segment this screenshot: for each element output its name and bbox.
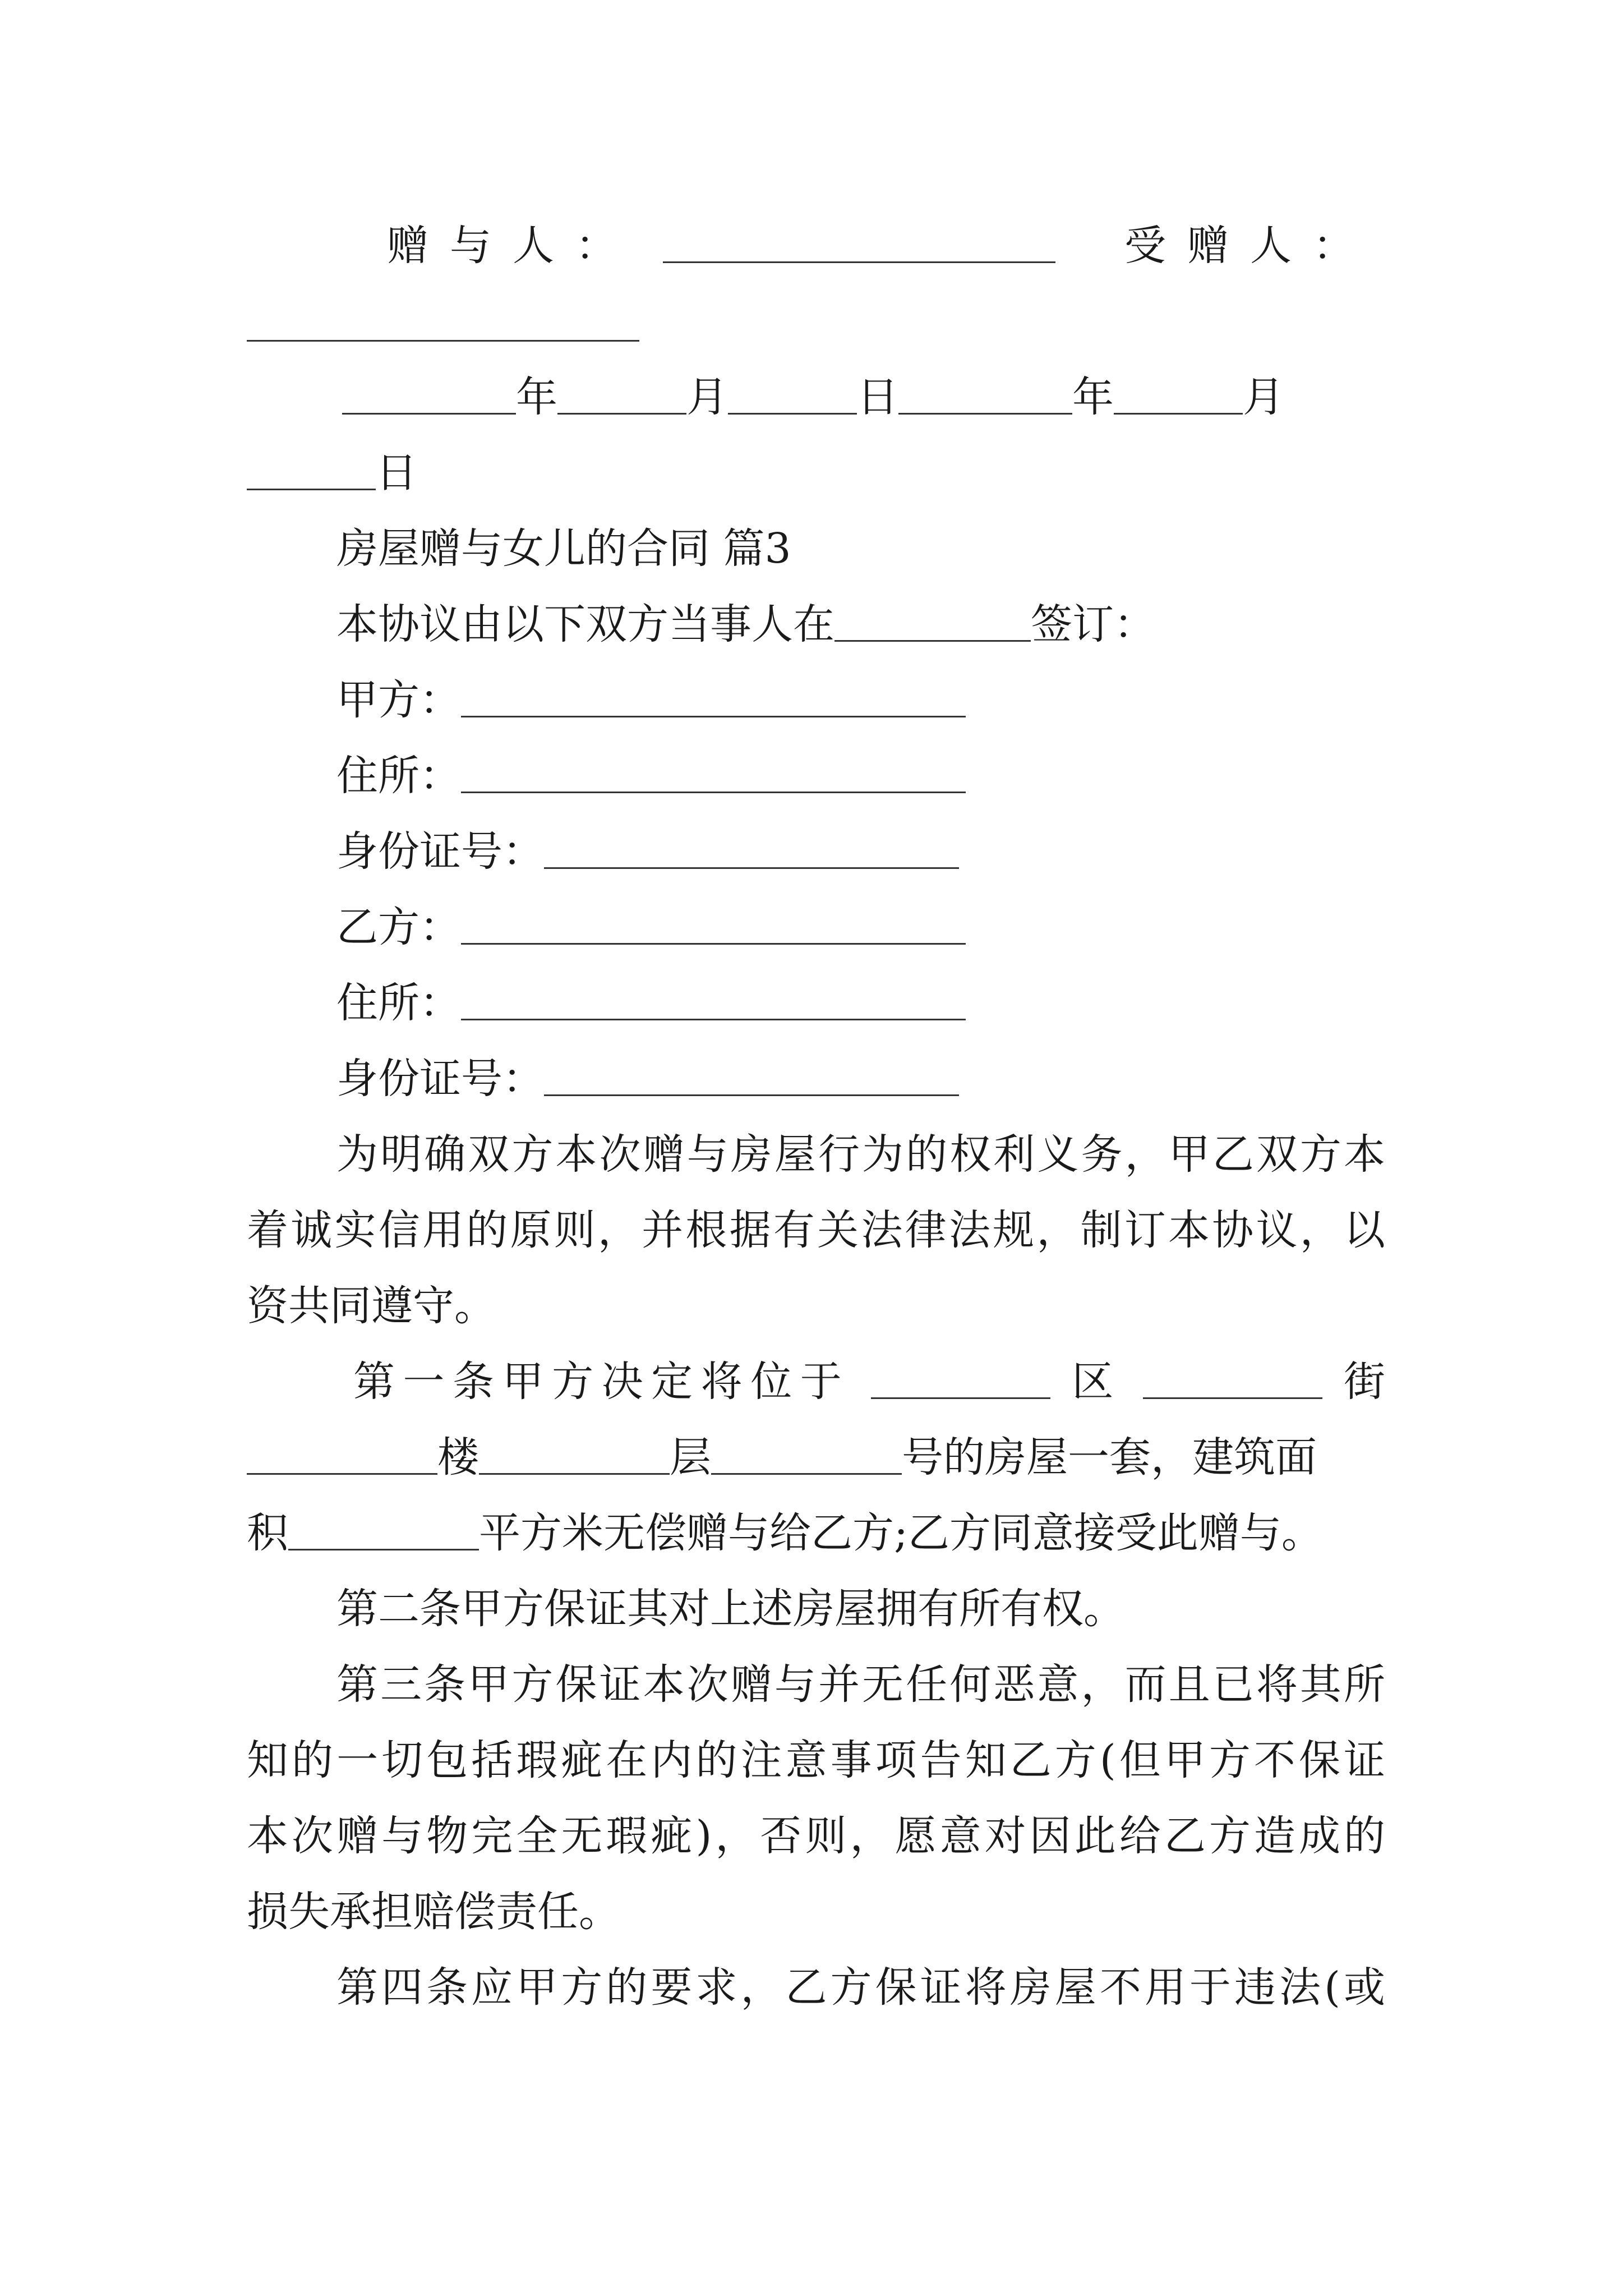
donee-day-blank[interactable] — [247, 447, 376, 490]
party-a-blank[interactable] — [461, 674, 966, 717]
party-a-line — [336, 662, 1385, 738]
article-1-line-3 — [247, 1495, 1385, 1571]
signature-line — [387, 208, 1396, 284]
area-label: 积 — [247, 1509, 288, 1557]
street-label: 街 — [1344, 1358, 1386, 1406]
article-1-line-2 — [247, 1419, 1385, 1496]
floor-label: 层 — [670, 1433, 711, 1481]
article-4-line-1: 第四条应甲方的要求，乙方保证将房屋不用于违法(或 — [336, 1963, 1385, 2012]
street-blank[interactable] — [1143, 1356, 1322, 1399]
party-a-id-label: 身份证号： — [336, 827, 544, 876]
signing-place-blank[interactable] — [834, 599, 1031, 642]
party-b-address-line — [336, 965, 1385, 1041]
building-label: 楼 — [437, 1433, 479, 1481]
building-blank[interactable] — [247, 1432, 437, 1475]
party-b-id-label: 身份证号： — [336, 1055, 544, 1103]
donor-year-blank[interactable] — [342, 371, 516, 415]
party-b-id-blank[interactable] — [544, 1053, 959, 1096]
month-label: 月 — [686, 373, 728, 421]
year-label: 年 — [516, 373, 557, 421]
party-b-address-blank[interactable] — [461, 977, 966, 1020]
area-blank[interactable] — [288, 1507, 479, 1550]
donee-blank[interactable] — [247, 298, 639, 342]
article-3-line-1: 第三条甲方保证本次赠与并无任何恶意，而且已将其所 — [336, 1660, 1385, 1709]
article-3-line-2: 知的一切包括瑕疵在内的注意事项告知乙方(但甲方不保证 — [247, 1736, 1385, 1784]
party-a-id-blank[interactable] — [544, 826, 959, 869]
party-b-label: 乙方： — [336, 903, 461, 951]
article-3-line-3: 本次赠与物完全无瑕疵)，否则，愿意对因此给乙方造成的 — [247, 1812, 1385, 1860]
preamble-line-3: 资共同遵守。 — [247, 1282, 496, 1330]
party-a-address-line — [336, 738, 1385, 814]
donee-blank-line — [247, 286, 1385, 362]
party-a-id-line — [336, 813, 1385, 890]
intro-text-end: 签订： — [1031, 600, 1155, 648]
year-label-2: 年 — [1072, 373, 1114, 421]
number-blank[interactable] — [711, 1432, 902, 1475]
day-label: 日 — [857, 373, 898, 421]
donee-year-blank[interactable] — [898, 371, 1072, 415]
date-line — [342, 359, 1385, 435]
preamble-line-1: 为明确双方本次赠与房屋行为的权利义务，甲乙双方本 — [336, 1130, 1385, 1179]
intro-line — [336, 586, 1385, 662]
article-1-line-1 — [353, 1343, 1385, 1420]
article-1-text: 第一条甲方决定将位于 — [353, 1358, 850, 1406]
party-b-blank[interactable] — [461, 901, 966, 945]
article-1-rest: 平方米无偿赠与给乙方;乙方同意接受此赠与。 — [479, 1509, 1323, 1557]
month-label-2: 月 — [1243, 373, 1284, 421]
party-a-address-blank[interactable] — [461, 750, 966, 793]
article-2: 第二条甲方保证其对上述房屋拥有所有权。 — [336, 1585, 1125, 1633]
district-label: 区 — [1072, 1358, 1122, 1406]
party-b-address-label: 住所： — [336, 979, 461, 1027]
number-text: 号的房屋一套，建筑面 — [902, 1433, 1317, 1481]
preamble-line-2: 着诚实信用的原则，并根据有关法律法规，制订本协议，以 — [247, 1206, 1385, 1254]
section-heading: 房屋赠与女儿的合同 篇3 — [336, 524, 791, 573]
donor-blank[interactable] — [663, 220, 1055, 263]
date-line-2 — [247, 435, 1385, 511]
donee-month-blank[interactable] — [1114, 371, 1243, 415]
party-b-id-line — [336, 1041, 1385, 1117]
party-a-label: 甲方： — [336, 676, 461, 724]
floor-blank[interactable] — [479, 1432, 670, 1475]
party-a-address-label: 住所： — [336, 752, 461, 800]
donor-day-blank[interactable] — [728, 371, 857, 415]
party-b-line — [336, 889, 1385, 965]
donor-month-blank[interactable] — [557, 371, 686, 415]
article-3-line-4: 损失承担赔偿责任。 — [247, 1888, 620, 1936]
district-blank[interactable] — [871, 1356, 1050, 1399]
intro-text: 本协议由以下双方当事人在 — [336, 600, 834, 648]
day-label-2: 日 — [376, 449, 417, 497]
donee-label: 受赠人： — [1124, 222, 1376, 270]
donor-label: 赠与人： — [387, 222, 638, 270]
